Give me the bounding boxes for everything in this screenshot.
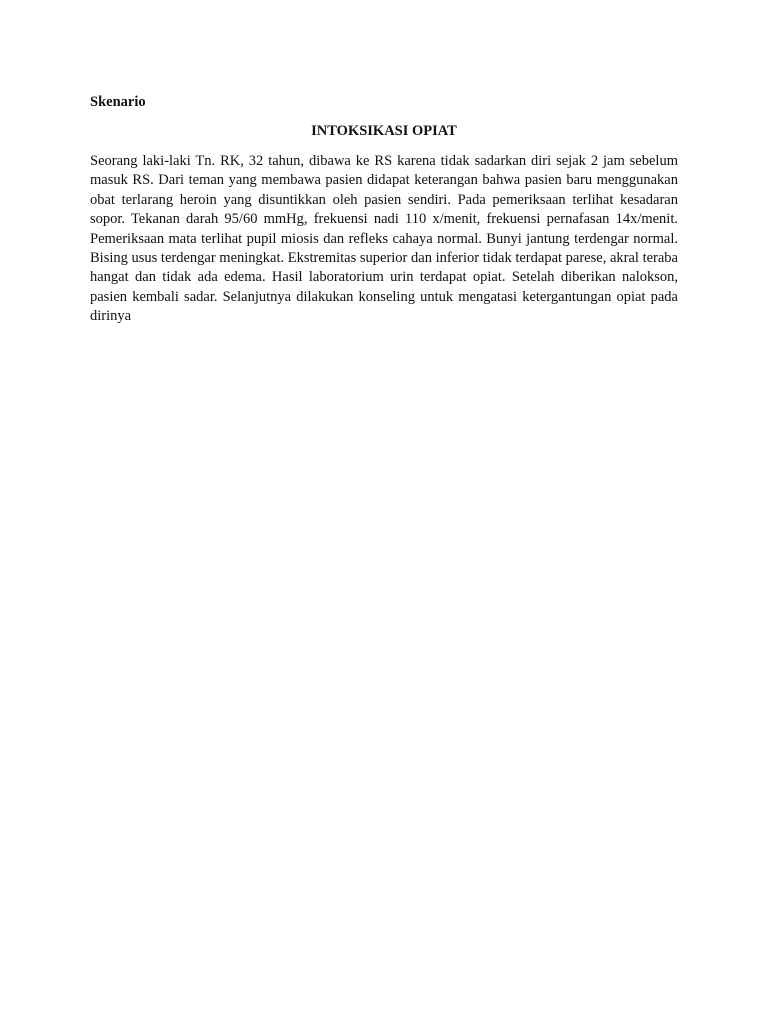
scenario-paragraph: Seorang laki-laki Tn. RK, 32 tahun, dibawa ke RS karena tidak sadarkan diri sejak 2 jam sebelum masuk RS. Dari teman yang membawa pasien didapat keterangan bahwa pasien baru menggunakan obat terlarang heroin yang disuntikkan oleh pasien sendiri. Pada pemeriksaan terlihat kesadaran sopor. Tekanan darah 95/60 mmHg, frekuensi nadi 110 x/menit, frekuensi pernafasan 14x/menit. Pemeriksaan mata terlihat pupil miosis dan refleks cahaya normal. Bunyi jantung terdengar normal. Bising usus terdengar meningkat. Ekstremitas superior dan inferior tidak terdapat parese, akral teraba hangat dan tidak ada edema. Hasil laboratorium urin terdapat opiat. Setelah diberikan nalokson, pasien kembali sadar. Selanjutnya dilakukan konseling untuk mengatasi ketergantungan opiat pada dirinya: [90, 153, 678, 325]
section-label: Skenario: [90, 94, 146, 110]
document-title: INTOKSIKASI OPIAT: [311, 123, 457, 139]
